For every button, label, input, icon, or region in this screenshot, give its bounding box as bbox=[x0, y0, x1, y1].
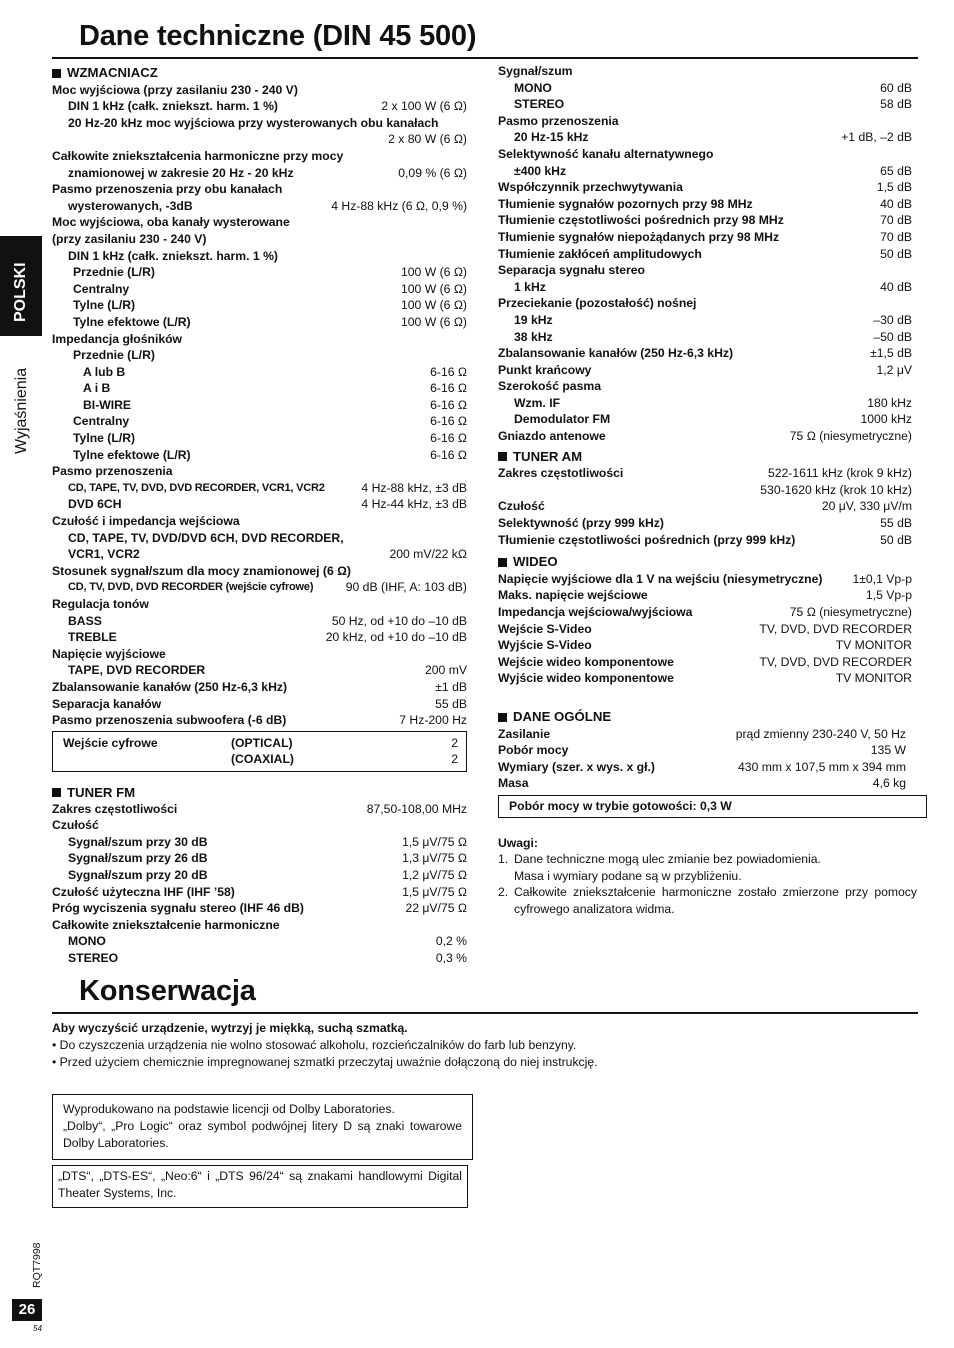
spec-value: 522-1611 kHz (krok 9 kHz) bbox=[767, 466, 912, 481]
page-title: Dane techniczne (DIN 45 500) bbox=[79, 20, 477, 52]
spec-value: 70 dB bbox=[880, 229, 912, 244]
spec-label: Centralny bbox=[73, 414, 130, 429]
spec-row bbox=[498, 345, 912, 362]
spec-label: Tłumienie sygnałów niepożądanych przy 98 MHz bbox=[498, 229, 780, 244]
square-bullet-icon bbox=[52, 788, 61, 797]
notes bbox=[498, 835, 917, 918]
amplifier-rows bbox=[52, 82, 467, 729]
spec-label: Selektywność kanału alternatywnego bbox=[498, 146, 714, 161]
spec-label: VCR1, VCR2 bbox=[68, 547, 140, 562]
spec-label: Pobór mocy bbox=[498, 743, 569, 758]
digital-input-box bbox=[52, 731, 467, 772]
spec-label: STEREO bbox=[514, 97, 565, 112]
spec-label: Zakres częstotliwości bbox=[52, 801, 178, 816]
spec-value: 200 mV/22 kΩ bbox=[389, 547, 467, 562]
spec-value: 1,2 μV bbox=[876, 362, 912, 377]
spec-label: Stosunek sygnał/szum dla mocy znamionowej (6 Ω) bbox=[52, 563, 351, 578]
spec-row bbox=[498, 129, 912, 146]
spec-row bbox=[52, 596, 467, 613]
spec-row bbox=[52, 800, 467, 817]
spec-value: 40 dB bbox=[880, 279, 912, 294]
spec-label: Pasmo przenoszenia bbox=[498, 113, 619, 128]
spec-row bbox=[52, 817, 467, 834]
spec-value: –50 dB bbox=[873, 329, 912, 344]
spec-row bbox=[52, 629, 467, 646]
spec-label: Zbalansowanie kanałów (250 Hz-6,3 kHz) bbox=[52, 679, 288, 694]
spec-value: 200 mV bbox=[424, 663, 467, 678]
spec-value: 1,2 μV/75 Ω bbox=[402, 868, 467, 882]
spec-row bbox=[498, 378, 912, 395]
maintenance-title: Konserwacja bbox=[79, 975, 256, 1007]
spec-value: 2 x 80 W (6 Ω) bbox=[388, 132, 467, 147]
spec-value: 180 kHz bbox=[867, 395, 912, 410]
spec-row bbox=[52, 314, 467, 331]
spec-row bbox=[52, 281, 467, 298]
spec-row bbox=[52, 513, 467, 530]
spec-label: Czułość bbox=[52, 818, 99, 833]
video-heading: WIDEO bbox=[498, 554, 912, 571]
spec-value: 6-16 Ω bbox=[430, 381, 467, 396]
spec-value: 100 W (6 Ω) bbox=[400, 281, 467, 296]
spec-label: Czułość i impedancja wejściowa bbox=[52, 514, 240, 529]
spec-value: 50 Hz, od +10 do –10 dB bbox=[331, 613, 467, 628]
tuner-am-rows bbox=[498, 465, 912, 548]
spec-row bbox=[498, 246, 912, 263]
dolby-trademark-box bbox=[52, 1094, 473, 1160]
spec-label: Napięcie wyjściowe dla 1 V na wejściu (niesymetryczne) bbox=[498, 571, 823, 586]
spec-label: Całkowite zniekształcenia harmoniczne przy mocy bbox=[52, 148, 344, 163]
spec-row bbox=[52, 530, 467, 547]
spec-value: TV, DVD, DVD RECORDER bbox=[759, 621, 912, 636]
spec-value: 6-16 Ω bbox=[430, 447, 467, 462]
spec-row bbox=[52, 165, 467, 182]
spec-value: 20 kHz, od +10 do –10 dB bbox=[325, 630, 467, 645]
spec-label: Współczynnik przechwytywania bbox=[498, 180, 683, 195]
spec-row bbox=[52, 214, 467, 231]
spec-value: 1,5 μV/75 Ω bbox=[402, 884, 467, 899]
spec-label: Przednie (L/R) bbox=[73, 348, 155, 363]
spec-row bbox=[498, 262, 912, 279]
spec-row bbox=[498, 775, 906, 792]
digital-count: 2 bbox=[451, 735, 458, 750]
spec-value: prąd zmienny 230-240 V, 50 Hz bbox=[735, 726, 906, 741]
spec-value: 75 Ω (niesymetryczne) bbox=[789, 429, 912, 444]
spec-label: Separacja sygnału stereo bbox=[498, 263, 645, 278]
spec-row bbox=[52, 447, 467, 464]
spec-row bbox=[52, 347, 467, 364]
spec-value: 1000 kHz bbox=[860, 412, 912, 427]
spec-value: 100 W (6 Ω) bbox=[400, 265, 467, 280]
spec-row bbox=[52, 949, 467, 966]
spec-row bbox=[52, 248, 467, 265]
spec-row bbox=[498, 146, 912, 163]
spec-value: 4 Hz-44 kHz, ±3 dB bbox=[361, 497, 467, 512]
spec-row bbox=[498, 515, 912, 532]
spec-label: 20 Hz-20 kHz moc wyjściowa przy wysterowanych obu kanałach bbox=[68, 115, 439, 130]
spec-label: Zbalansowanie kanałów (250 Hz-6,3 kHz) bbox=[498, 346, 734, 361]
spec-label: wysterowanych, -3dB bbox=[68, 198, 193, 213]
spec-label: Tłumienie częstotliwości pośrednich przy 98 MHz bbox=[498, 213, 784, 228]
spec-label: Całkowite zniekształcenie harmoniczne bbox=[52, 917, 280, 932]
spec-value: 6-16 Ω bbox=[430, 414, 467, 429]
spec-label: ±400 kHz bbox=[514, 163, 567, 178]
spec-label: Sygnał/szum bbox=[498, 64, 573, 78]
spec-value: 55 dB bbox=[880, 516, 912, 531]
spec-row bbox=[52, 646, 467, 663]
spec-value: 1,5 μV/75 Ω bbox=[402, 834, 467, 849]
spec-label: Tłumienie częstotliwości pośrednich (przy 999 kHz) bbox=[498, 532, 796, 547]
spec-row bbox=[498, 411, 912, 428]
spec-label: Napięcie wyjściowe bbox=[52, 646, 166, 661]
standby-power-box bbox=[498, 795, 927, 818]
spec-value: 7 Hz-200 Hz bbox=[399, 713, 467, 728]
spec-label: Impedancja wejściowa/wyjściowa bbox=[498, 605, 693, 619]
spec-row bbox=[498, 295, 912, 312]
spec-value: 2 x 100 W (6 Ω) bbox=[381, 99, 467, 114]
spec-label: Szerokość pasma bbox=[498, 379, 601, 394]
spec-row bbox=[52, 297, 467, 314]
spec-row bbox=[498, 759, 906, 776]
spec-row bbox=[498, 212, 912, 229]
spec-row bbox=[52, 579, 467, 596]
spec-value: ±1 dB bbox=[435, 679, 467, 694]
spec-row bbox=[52, 679, 467, 696]
spec-value: 40 dB bbox=[880, 196, 912, 211]
spec-value: 1,3 μV/75 Ω bbox=[402, 851, 467, 866]
video-rows bbox=[498, 571, 912, 687]
spec-row bbox=[498, 465, 912, 482]
page-number: 26 bbox=[12, 1299, 42, 1321]
spec-value: 135 W bbox=[870, 743, 906, 758]
spec-row bbox=[52, 430, 467, 447]
spec-row bbox=[52, 463, 467, 480]
side-section-label: Wyjaśnienia bbox=[13, 367, 30, 454]
spec-label: Wyjście wideo komponentowe bbox=[498, 671, 674, 686]
digital-type: (COAXIAL) bbox=[231, 752, 294, 767]
tuner-fm-heading: TUNER FM bbox=[52, 786, 467, 800]
side-tab-label: POLSKI bbox=[12, 262, 29, 322]
spec-label: Moc wyjściowa (przy zasilaniu 230 - 240 V) bbox=[52, 82, 298, 97]
spec-row bbox=[498, 742, 906, 759]
spec-row bbox=[498, 637, 912, 654]
spec-row bbox=[52, 480, 467, 497]
spec-value: 6-16 Ω bbox=[430, 431, 467, 446]
maintenance-bullet: • Przed użyciem chemicznie impregnowanej szmatki przeczytaj uważnie dołączoną do niej instrukcję. bbox=[52, 1055, 598, 1069]
spec-value: 430 mm x 107,5 mm x 394 mm bbox=[738, 759, 906, 774]
spec-value: 0,2 % bbox=[435, 934, 467, 949]
spec-row bbox=[52, 82, 467, 99]
spec-label: Centralny bbox=[73, 281, 130, 296]
spec-row bbox=[498, 362, 912, 379]
spec-label: CD, TV, DVD, DVD RECORDER (wejście cyfrowe) bbox=[68, 581, 314, 594]
spec-label: (przy zasilaniu 230 - 240 V) bbox=[52, 231, 207, 246]
right-spec-column bbox=[498, 63, 917, 917]
spec-label: TREBLE bbox=[68, 630, 117, 645]
square-bullet-icon bbox=[498, 713, 507, 722]
spec-value: 50 dB bbox=[880, 532, 912, 547]
spec-value: 6-16 Ω bbox=[430, 397, 467, 412]
spec-label: Sygnał/szum przy 26 dB bbox=[68, 851, 208, 866]
spec-value: –30 dB bbox=[873, 312, 912, 327]
spec-value: 0,3 % bbox=[435, 950, 467, 965]
spec-value: 22 μV/75 Ω bbox=[405, 901, 467, 916]
spec-label: 19 kHz bbox=[514, 312, 553, 327]
spec-value: 4,6 kg bbox=[872, 776, 906, 791]
spec-row bbox=[52, 563, 467, 580]
dts-trademark-box bbox=[52, 1165, 468, 1208]
spec-value: ±1,5 dB bbox=[870, 346, 912, 361]
spec-label: Tylne (L/R) bbox=[73, 298, 136, 313]
spec-row bbox=[498, 196, 912, 213]
spec-label: Moc wyjściowa, oba kanały wysterowane bbox=[52, 215, 290, 230]
note-item-continued: Masa i wymiary podane są w przybliżeniu. bbox=[514, 868, 742, 883]
spec-label: Przednie (L/R) bbox=[73, 265, 155, 280]
spec-row bbox=[52, 712, 467, 729]
spec-value: TV MONITOR bbox=[835, 638, 912, 653]
spec-row bbox=[52, 380, 467, 397]
spec-label: Pasmo przenoszenia subwoofera (-6 dB) bbox=[52, 713, 287, 728]
spec-label: DVD 6CH bbox=[68, 497, 122, 512]
spec-value: 530-1620 kHz (krok 10 kHz) bbox=[760, 482, 912, 497]
square-bullet-icon bbox=[52, 69, 61, 78]
spec-label: Gniazdo antenowe bbox=[498, 429, 606, 444]
spec-row bbox=[498, 395, 912, 412]
spec-label: CD, TAPE, TV, DVD, DVD RECORDER, VCR1, VCR2 bbox=[68, 481, 325, 494]
spec-label: znamionowej w zakresie 20 Hz - 20 kHz bbox=[68, 165, 294, 180]
spec-label: Zakres częstotliwości bbox=[498, 466, 624, 481]
spec-label: DIN 1 kHz (całk. zniekszt. harm. 1 %) bbox=[68, 248, 278, 263]
spec-row bbox=[498, 571, 912, 588]
spec-label: Pasmo przenoszenia bbox=[52, 464, 173, 479]
spec-row bbox=[498, 532, 912, 549]
spec-value: 87,50-108,00 MHz bbox=[366, 801, 467, 816]
spec-row bbox=[498, 428, 912, 445]
spec-label: Impedancja głośników bbox=[52, 331, 183, 346]
maintenance-text bbox=[52, 1020, 918, 1071]
spec-row bbox=[52, 866, 467, 883]
spec-label: Demodulator FM bbox=[514, 412, 611, 427]
spec-value: 60 dB bbox=[880, 80, 912, 95]
spec-label: Masa bbox=[498, 776, 529, 791]
maintenance-bullet: • Do czyszczenia urządzenia nie wolno stosować alkoholu, rozcieńczalników do farb lub benzyny. bbox=[52, 1038, 577, 1052]
spec-row bbox=[52, 546, 467, 563]
spec-row bbox=[498, 726, 906, 743]
spec-label: TAPE, DVD RECORDER bbox=[68, 663, 206, 678]
note-item: 2. Całkowite zniekształcenie harmoniczne zostało zmierzone przy pomocy cyfrowego analizatora widma. bbox=[498, 885, 917, 916]
spec-value: 100 W (6 Ω) bbox=[400, 298, 467, 313]
spec-row bbox=[498, 163, 912, 180]
spec-label: Zasilanie bbox=[498, 726, 551, 741]
spec-label: Tłumienie zakłóceń amplitudowych bbox=[498, 246, 702, 261]
spec-label: Maks. napięcie wejściowe bbox=[498, 588, 648, 603]
spec-row bbox=[498, 113, 912, 130]
maintenance-rule bbox=[52, 1012, 918, 1014]
spec-row bbox=[498, 498, 912, 515]
spec-label: 38 kHz bbox=[514, 329, 553, 344]
general-rows bbox=[498, 726, 912, 792]
spec-row bbox=[498, 279, 912, 296]
spec-row bbox=[52, 850, 467, 867]
spec-value: 70 dB bbox=[880, 213, 912, 228]
spec-row bbox=[498, 654, 912, 671]
spec-value: 75 Ω (niesymetryczne) bbox=[789, 605, 912, 619]
spec-row bbox=[498, 80, 912, 97]
spec-row bbox=[498, 587, 912, 604]
spec-label: Wymiary (szer. x wys. x gł.) bbox=[498, 759, 655, 774]
spec-label: Selektywność (przy 999 kHz) bbox=[498, 516, 664, 531]
tuner-fm-rows bbox=[52, 800, 467, 966]
tuner-am-heading: TUNER AM bbox=[498, 449, 912, 466]
spec-label: Wejście wideo komponentowe bbox=[498, 654, 674, 669]
spec-row bbox=[52, 98, 467, 115]
spec-row bbox=[498, 229, 912, 246]
spec-value: 50 dB bbox=[880, 246, 912, 261]
amplifier-heading: WZMACNIACZ bbox=[52, 65, 467, 82]
spec-value: 65 dB bbox=[880, 163, 912, 178]
spec-row bbox=[52, 413, 467, 430]
spec-row bbox=[52, 496, 467, 513]
spec-row bbox=[498, 96, 912, 113]
spec-label: A i B bbox=[83, 381, 111, 396]
spec-row bbox=[498, 312, 912, 329]
standby-power-text: Pobór mocy w trybie gotowości: 0,3 W bbox=[509, 798, 732, 813]
square-bullet-icon bbox=[498, 558, 507, 567]
spec-row bbox=[498, 604, 912, 621]
title-rule bbox=[52, 57, 918, 59]
spec-row bbox=[52, 696, 467, 713]
spec-row bbox=[498, 621, 912, 638]
spec-label: 20 Hz-15 kHz bbox=[514, 130, 589, 145]
spec-label: Wyjście S-Video bbox=[498, 638, 592, 653]
spec-row bbox=[52, 131, 467, 148]
spec-row bbox=[52, 900, 467, 917]
spec-row bbox=[498, 179, 912, 196]
spec-value: 4 Hz-88 kHz, ±3 dB bbox=[361, 480, 467, 495]
spec-row bbox=[52, 613, 467, 630]
digital-count: 2 bbox=[451, 752, 458, 767]
square-bullet-icon bbox=[498, 452, 507, 461]
spec-value: 6-16 Ω bbox=[430, 364, 467, 379]
spec-row bbox=[52, 181, 467, 198]
dts-text: „DTS“, „DTS-ES“, „Neo:6“ i „DTS 96/24“ są znakami handlowymi Digital Theater Systems, Inc. bbox=[58, 1169, 462, 1200]
spec-label: Punkt krańcowy bbox=[498, 362, 592, 377]
spec-row bbox=[498, 670, 912, 687]
spec-label: Tylne efektowe (L/R) bbox=[73, 314, 191, 329]
spec-row bbox=[52, 916, 467, 933]
spec-label: Sygnał/szum przy 30 dB bbox=[68, 834, 208, 849]
spec-label: STEREO bbox=[68, 950, 119, 965]
spec-value: TV MONITOR bbox=[835, 671, 912, 686]
spec-value: TV, DVD, DVD RECORDER bbox=[759, 654, 912, 669]
sub-page-number: 54 bbox=[33, 1324, 42, 1333]
spec-label: Separacja kanałów bbox=[52, 696, 162, 711]
digital-type: (OPTICAL) bbox=[231, 735, 293, 750]
spec-label: BASS bbox=[68, 613, 102, 628]
spec-row bbox=[52, 833, 467, 850]
spec-row bbox=[52, 264, 467, 281]
spec-row bbox=[52, 883, 467, 900]
spec-label: A lub B bbox=[83, 364, 126, 379]
spec-row bbox=[498, 329, 912, 346]
spec-label: 1 kHz bbox=[514, 279, 546, 294]
digital-input-label: Wejście cyfrowe bbox=[63, 735, 158, 750]
spec-label: Tłumienie sygnałów pozornych przy 98 MHz bbox=[498, 196, 753, 211]
spec-label: BI-WIRE bbox=[83, 397, 132, 412]
spec-label: Tylne efektowe (L/R) bbox=[73, 447, 191, 462]
tuner-fm-continued-rows bbox=[498, 63, 912, 445]
spec-row bbox=[52, 198, 467, 215]
spec-row bbox=[498, 63, 912, 80]
spec-value: 90 dB (IHF, A: 103 dB) bbox=[345, 580, 467, 595]
spec-label: MONO bbox=[68, 934, 106, 949]
spec-row bbox=[52, 662, 467, 679]
spec-row bbox=[498, 482, 912, 499]
spec-label: Próg wyciszenia sygnału stereo (IHF 46 dB) bbox=[52, 901, 304, 916]
spec-label: Regulacja tonów bbox=[52, 597, 149, 611]
spec-value: 20 μV, 330 μV/m bbox=[821, 499, 912, 514]
spec-label: Przeciekanie (pozostałość) nośnej bbox=[498, 296, 697, 311]
spec-value: 0,09 % (6 Ω) bbox=[398, 165, 467, 180]
general-heading: DANE OGÓLNE bbox=[498, 709, 912, 726]
spec-label: Wzm. IF bbox=[514, 395, 561, 410]
spec-label: Sygnał/szum przy 20 dB bbox=[68, 868, 208, 882]
spec-label: MONO bbox=[514, 80, 552, 95]
spec-row bbox=[52, 364, 467, 381]
spec-label: CD, TAPE, TV, DVD/DVD 6CH, DVD RECORDER, bbox=[68, 530, 344, 545]
document-code: RQT7998 bbox=[31, 1242, 43, 1288]
left-spec-column bbox=[52, 62, 467, 966]
spec-value: +1 dB, –2 dB bbox=[841, 130, 912, 145]
spec-label: Czułość bbox=[498, 499, 545, 514]
maintenance-lead: Aby wyczyścić urządzenie, wytrzyj je miękką, suchą szmatką. bbox=[52, 1021, 408, 1035]
spec-value: 4 Hz-88 kHz (6 Ω, 0,9 %) bbox=[331, 198, 467, 213]
spec-row bbox=[52, 231, 467, 248]
spec-value: 1,5 dB bbox=[876, 180, 912, 195]
spec-label: Tylne (L/R) bbox=[73, 431, 136, 446]
spec-value: 1,5 Vp-p bbox=[865, 588, 912, 603]
notes-heading: Uwagi: bbox=[498, 835, 538, 850]
spec-label: Wejście S-Video bbox=[498, 621, 592, 636]
spec-value: 58 dB bbox=[880, 97, 912, 112]
spec-label: Czułość użyteczna IHF (IHF ’58) bbox=[52, 884, 235, 899]
spec-value: 1±0,1 Vp-p bbox=[852, 571, 912, 586]
note-item: 1. Dane techniczne mogą ulec zmianie bez powiadomienia. bbox=[498, 852, 821, 867]
spec-row bbox=[52, 397, 467, 414]
spec-row bbox=[52, 148, 467, 165]
spec-value: 55 dB bbox=[435, 696, 467, 711]
spec-label: Pasmo przenoszenia przy obu kanałach bbox=[52, 182, 283, 197]
dolby-line: „Dolby“, „Pro Logic“ oraz symbol podwójnej litery D są znaki towarowe Dolby Laboratories. bbox=[63, 1119, 462, 1150]
spec-row bbox=[52, 331, 467, 348]
dolby-line: Wyprodukowano na podstawie licencji od Dolby Laboratories. bbox=[63, 1102, 395, 1116]
spec-label: DIN 1 kHz (całk. zniekszt. harm. 1 %) bbox=[68, 99, 278, 114]
spec-row bbox=[52, 115, 467, 132]
spec-value: 100 W (6 Ω) bbox=[400, 314, 467, 329]
spec-row bbox=[52, 933, 467, 950]
